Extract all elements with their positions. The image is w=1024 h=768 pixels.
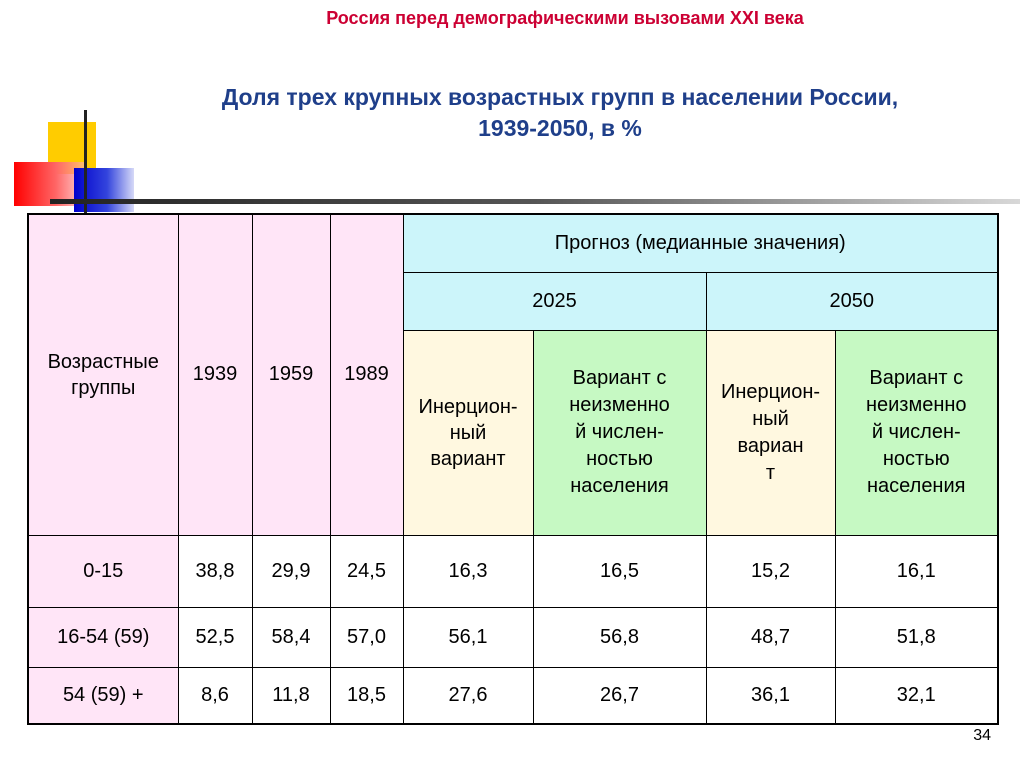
row-group-label: 54 (59) + [28,667,178,724]
table-cell: 58,4 [252,607,330,667]
table-cell: 8,6 [178,667,252,724]
table-row [28,607,998,667]
table-row [28,535,998,607]
variant-line: населения [570,475,669,497]
year-header-1939: 1939 [178,214,252,535]
variant-line: ностью [882,448,950,470]
forecast-header: Прогноз (медианные значения) [403,214,998,272]
table-cell: 29,9 [252,535,330,607]
logo-blue-square [74,168,134,212]
title-line-2: 1939-2050, в % [478,115,642,141]
slide-title [140,82,980,144]
table-cell: 24,5 [330,535,403,607]
row-group-label: 0-15 [28,535,178,607]
variant-line: Инерцион- [720,380,821,403]
variant-line: населения [867,475,966,497]
table-cell: 15,2 [706,535,835,607]
variant-line: Вариант с [572,367,667,389]
forecast-year-2050: 2050 [706,272,998,330]
year-header-1989: 1989 [330,214,403,535]
variant-line: ный [449,421,487,444]
variant-2025-inertial [403,330,533,535]
table-cell: 27,6 [403,667,533,724]
table-row [28,667,998,724]
age-groups-header-line-1: Возрастные [47,350,159,373]
table-cell: 52,5 [178,607,252,667]
variant-line: ностью [586,448,653,470]
variant-line: Инерцион- [418,395,518,418]
table-cell: 26,7 [533,667,706,724]
variant-2050-constant [835,330,998,535]
forecast-year-2025: 2025 [403,272,706,330]
variant-line: неизменно [569,394,670,416]
age-groups-header-line-2: группы [71,376,136,399]
variant-line: вариант [430,447,506,470]
variant-line: т [765,461,776,484]
variant-line: й числен- [575,421,664,443]
table-cell: 16,1 [835,535,998,607]
table-cell: 32,1 [835,667,998,724]
table-cell: 48,7 [706,607,835,667]
title-line-1: Доля трех крупных возрастных групп в населении России, [221,84,899,110]
variant-2025-constant [533,330,706,535]
variant-line: ный [752,407,789,430]
table-cell: 16,3 [403,535,533,607]
table-cell: 51,8 [835,607,998,667]
year-header-1959: 1959 [252,214,330,535]
variant-line: неизменно [865,394,967,416]
table-cell: 18,5 [330,667,403,724]
variant-line: й числен- [871,421,961,443]
table-cell: 57,0 [330,607,403,667]
variant-line: Вариант с [869,367,964,389]
age-groups-header [28,214,178,535]
table-cell: 16,5 [533,535,706,607]
page-number: 34 [973,727,991,744]
table-cell: 38,8 [178,535,252,607]
variant-line: вариан [737,434,804,457]
slide-header: Россия перед демографическими вызовами XXI века [326,8,804,28]
table-cell: 36,1 [706,667,835,724]
variant-2050-inertial [706,330,835,535]
age-groups-table [27,213,999,725]
table-cell: 56,1 [403,607,533,667]
table-cell: 56,8 [533,607,706,667]
table-cell: 11,8 [252,667,330,724]
row-group-label: 16-54 (59) [28,607,178,667]
header-divider [50,199,1020,204]
